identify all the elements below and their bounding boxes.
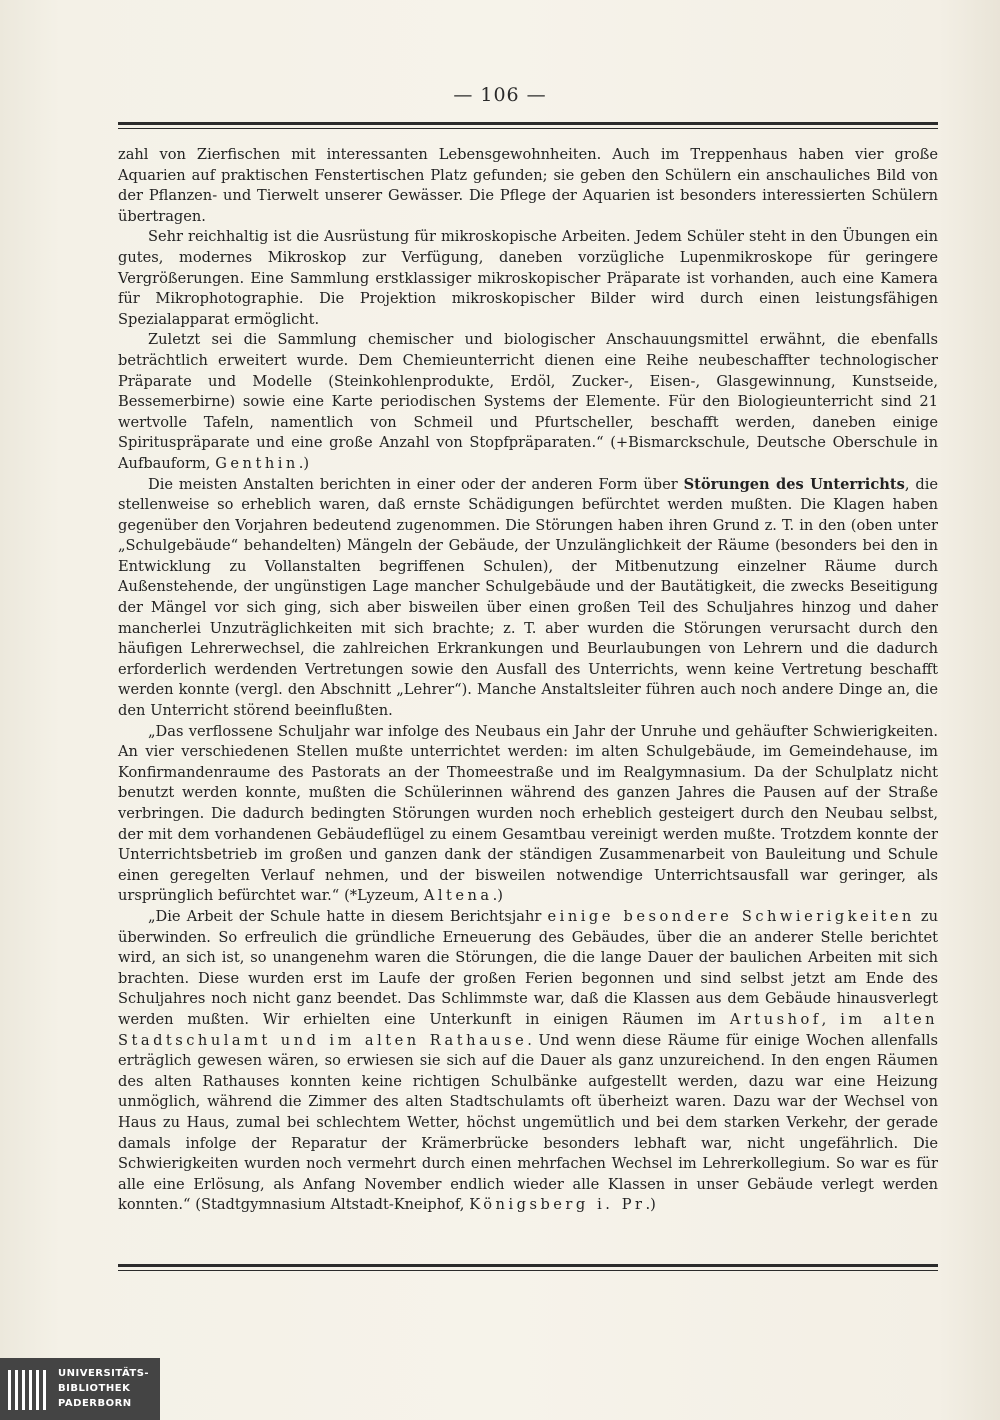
place-name: Genthin — [215, 454, 299, 472]
footer-rule — [118, 1264, 938, 1271]
library-logo-text: UNIVERSITÄTS- BIBLIOTHEK PADERBORN — [58, 1368, 150, 1409]
spaced-emphasis: Artushof — [729, 1010, 822, 1028]
place-name: Königsberg i. Pr — [469, 1196, 646, 1214]
library-logo — [0, 1358, 160, 1420]
paragraph: „Das verflossene Schuljahr war infolge des Neubaus ein Jahr der Unruhe und gehäufter Schwierigkeiten. An vier verschiedenen Stellen mußte unterrichtet werden: im alten Schulgebäude, im Gemeindehause, im Konfirmandenraume des Pastorats an der Thomeestraße und im Realgymnasium. Da der Schulplatz nicht benutzt werden konnte, mußten die Schülerinnen während des ganzen Jahres die Pausen auf der Straße verbringen. Die dadurch bedingten Störungen wurden noch erheblich gesteigert durch den Neubau selbst, der mit dem vorhandenen Gebäudeflügel zu einem Gesamtbau vereinigt werden mußte. Trotzdem konnte der Unterrichtsbetrieb im großen und ganzen dank der ständigen Zusammenarbeit von Bauleitung und Schule einen geregelten Verlauf nehmen, und der bisweilen notwendige Unterrichtsausfall war geringer, als ursprünglich befürchtet war.“ (*Lyzeum, Altena.) — [118, 722, 938, 905]
paragraph: Zuletzt sei die Sammlung chemischer und biologischer Anschauungsmittel erwähnt, die ebenfalls beträchtlich erweitert wurde. Dem Chemieunterricht dienen eine Reihe neubeschaffter technologischer Präparate und Modelle (Steinkohlenprodukte, Erdöl, Zucker-, Eisen-, Glasgewinnung, Kunstseide, Bessemerbirne) sowie eine Karte periodischen Systems der Elemente. Für den Biologieunterricht sind 21 wertvolle Tafeln, namentlich von Schmeil und Pfurtscheller, beschafft werden, daneben einige Spirituspräparate und eine große Anzahl von Stopfpräparaten.“ (+Bismarckschule, Deutsche Oberschule in Aufbauform, Genthin.) — [118, 331, 938, 472]
paragraph: „Die Arbeit der Schule hatte in diesem Berichtsjahr einige besondere Schwierigkeiten zu überwinden. So erfreulich die gründliche Erneuerung des Gebäudes, über die an anderer Stelle berichtet wird, an sich ist, so unangenehm waren die Störungen, die die lange Dauer der baulichen Arbeiten mit sich brachten. Diese wurden erst im Laufe der großen Ferien begonnen und sind selbst jetzt am Ende des Schuljahres noch nicht ganz beendet. Das Schlimmste war, daß die Klassen aus dem Gebäude hinausverlegt werden mußten. Wir erhielten eine Unterkunft in einigen Räumen im Artushof, im alten Stadtschulamt und im alten Rathause. Und wenn diese Räume für einige Wochen allenfalls erträglich gewesen wären, so erwiesen sie sich auf die Dauer als ganz unzureichend. In den engen Räumen des alten Rathauses konnten keine richtigen Schulbänke aufgestellt werden, dazu war eine Heizung unmöglich, während die Zimmer des alten Stadtschulamts oft überheizt waren. Dazu war der Wechsel von Haus zu Haus, zumal bei schlechtem Wetter, höchst ungemütlich und bei dem starken Verkehr, der gerade damals infolge der Reparatur der Krämerbrücke besonders lebhaft war, nicht ungefährlich. Die Schwierigkeiten wurden noch vermehrt durch einen mehrfachen Wechsel im Lehrerkollegium. So war es für alle eine Erlösung, als Anfang November endlich wieder alle Klassen in unser Gebäude verlegt werden konnten.“ (Stadtgymnasium Altstadt-Kneiphof, Königsberg i. Pr.) — [118, 907, 938, 1214]
library-logo-icon — [6, 1366, 50, 1414]
page-number: — 106 — — [453, 84, 547, 106]
header-rule — [118, 122, 938, 129]
paragraph: zahl von Zierfischen mit interessanten Lebensgewohnheiten. Auch im Treppenhaus haben vier große Aquarien auf praktischen Fenstertischen Platz gefunden; sie geben den Schülern ein anschauliches Bild von der Pflanzen- und Tierwelt unserer Gewässer. Die Pflege der Aquarien ist besonders interessierten Schülern übertragen. — [118, 146, 938, 225]
place-name: Altena — [423, 887, 493, 905]
paragraph: Sehr reichhaltig ist die Ausrüstung für mikroskopische Arbeiten. Jedem Schüler steht in den Übungen ein gutes, modernes Mikroskop zur Verfügung, daneben vorzügliche Lupenmikroskope für geringere Vergrößerungen. Eine Sammlung erstklassiger mikroskopischer Präparate ist vorhanden, auch eine Kamera für Mikrophotographie. Die Projektion mikroskopischer Bilder wird durch einen leistungsfähigen Spezialapparat ermöglicht. — [118, 228, 938, 328]
body-text — [118, 145, 938, 1216]
spaced-emphasis: im alten Stadtschulamt und im alten Rathause — [118, 1010, 938, 1049]
paragraph: Die meisten Anstalten berichten in einer oder der anderen Form über Störungen des Unterrichts, die stellenweise so erheblich waren, daß ernste Schädigungen befürchtet werden mußten. Die Klagen haben gegenüber den Vorjahren bedeutend zugenommen. Die Störungen haben ihren Grund z. T. in den (oben unter „Schulgebäude“ behandelten) Mängeln der Gebäude, der Unzulänglichkeit der Räume (besonders bei den in Entwicklung zu Vollanstalten begriffenen Schulen), der Mitbenutzung einzelner Räume durch Außenstehende, der ungünstigen Lage mancher Schulgebäude und der Bautätigkeit, die zwecks Beseitigung der Mängel vor sich ging, sich aber bisweilen über einen großen Teil des Schuljahres hinzog und daher mancherlei Unzuträglichkeiten mit sich brachte; z. T. aber wurden die Störungen verursacht durch den häufigen Lehrerwechsel, die zahlreichen Erkrankungen und Beurlaubungen von Lehrern und die dadurch erforderlich werdenden Vertretungen sowie den Ausfall des Unterrichts, wenn keine Vertretung beschafft werden konnte (vergl. den Abschnitt „Lehrer“). Manche Anstaltsleiter führen auch noch andere Dinge an, die den Unterricht störend beeinflußten. — [118, 475, 939, 720]
bold-term: Störungen des Unterrichts — [683, 475, 905, 493]
spaced-emphasis: einige besondere Schwierigkeiten — [547, 907, 915, 925]
